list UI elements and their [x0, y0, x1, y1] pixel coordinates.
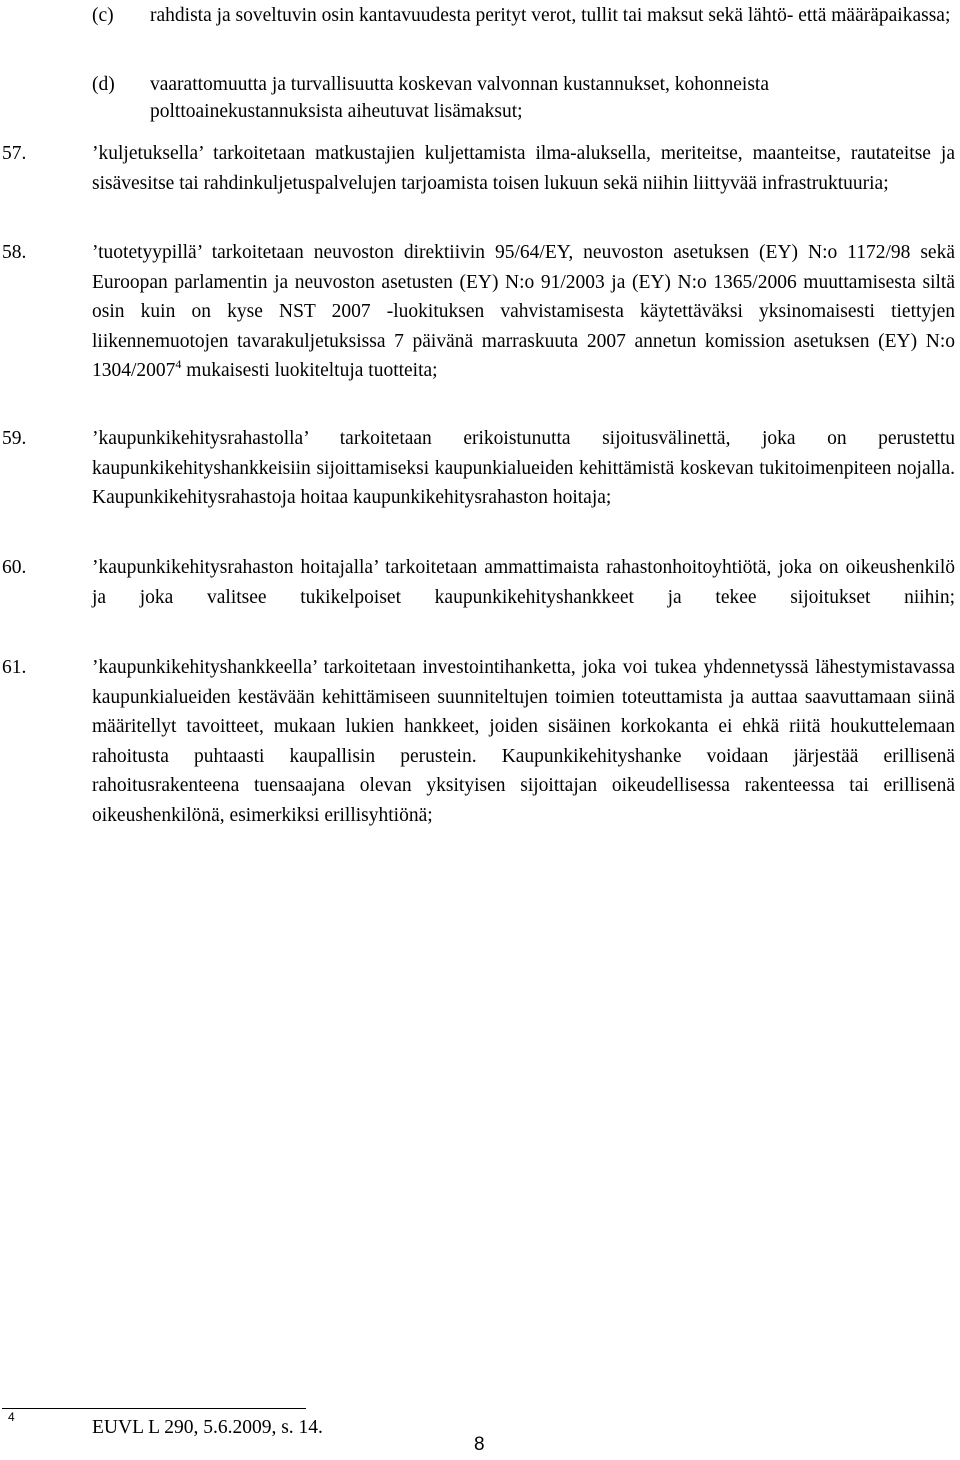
definition-number: 61.	[2, 657, 27, 678]
footnote-reference: 4	[175, 357, 182, 371]
definition-number: 57.	[2, 143, 27, 164]
footnote-mark: 4	[8, 1410, 15, 1424]
footnote-separator	[2, 1408, 306, 1409]
definition-number: 60.	[2, 557, 27, 578]
definition-number: 58.	[2, 242, 27, 263]
subitem-text: rahdista ja soveltuvin osin kantavuudesta perityt verot, tullit tai maksut sekä lähtö- että määräpaikassa;	[150, 5, 951, 26]
subitem-label: (c)	[92, 5, 114, 26]
definition-text-part: mukaisesti luokiteltuja tuotteita;	[181, 360, 438, 381]
subitem-label: (d)	[92, 74, 115, 95]
definition-text-part: ’tuotetyypillä’ tarkoitetaan neuvoston direktiivin 95/64/EY, neuvoston asetuksen (EY) N:o 1172/98 sekä Euroopan parlamentin ja neuvoston asetusten (EY) N:o 91/2003 ja (EY) N:o 1365/2006 muuttamisesta siltä osin kuin on kyse NST 2007 -luokituksen vahvistamisesta käytettäväksi yksinomaisesti tiettyjen liikennemuotojen tavarakuljetuksissa 7 päivänä marraskuuta 2007 annetun komission asetuksen (EY) N:o 1304/2007	[92, 242, 955, 381]
definition-text: ’kuljetuksella’ tarkoitetaan matkustajien kuljettamista ilma-aluksella, meriteitse, maanteitse, rautateitse ja sisävesitse tai rahdinkuljetuspalvelujen tarjoamista toisen lukuun sekä niihin liittyvää infrastruktuuria;	[92, 143, 955, 194]
definition-number: 59.	[2, 428, 27, 449]
definition-text	[92, 238, 955, 386]
definition-text: ’kaupunkikehitysrahaston hoitajalla’ tarkoitetaan ammattimaista rahastonhoitoyhtiötä, joka on oikeushenkilö ja joka valitsee tukikelpoiset kaupunkikehityshankkeet ja tekee sijoitukset niihin;	[92, 557, 955, 608]
definition-text: ’kaupunkikehitysrahastolla’ tarkoitetaan erikoistunutta sijoitusvälinettä, joka on perustettu kaupunkikehityshankkeisiin sijoittamiseksi kaupunkialueiden kehittämistä koskevan tukitoimenpiteen nojalla. Kaupunkikehitysrahastoja hoitaa kaupunkikehitysrahaston hoitaja;	[92, 428, 955, 508]
footnote-text: EUVL L 290, 5.6.2009, s. 14.	[92, 1417, 323, 1438]
subitem-text: vaarattomuutta ja turvallisuutta koskevan valvonnan kustannukset, kohonneista polttoainekustannuksista aiheutuvat lisämaksut;	[150, 74, 769, 122]
definition-text: ’kaupunkikehityshankkeella’ tarkoitetaan investointihanketta, joka voi tukea yhdennetyssä lähestymistavassa kaupunkialueiden kestävään kehittämiseen suunniteltujen toimien toteuttamista ja auttaa saavuttamaan siinä määritellyt tavoitteet, mukaan lukien hankkeet, joiden sisäinen korkokanta ei ehkä riitä houkuttelemaan rahoitusta puhtaasti kaupallisin perustein. Kaupunkikehityshanke voidaan järjestää erillisenä rahoitusrakenteena tuensaajana olevan yksityisen sijoittajan oikeudellisessa rakenteessa tai erillisenä oikeushenkilönä, esimerkiksi erillisyhtiönä;	[92, 657, 955, 826]
page-number: 8	[474, 1434, 485, 1455]
